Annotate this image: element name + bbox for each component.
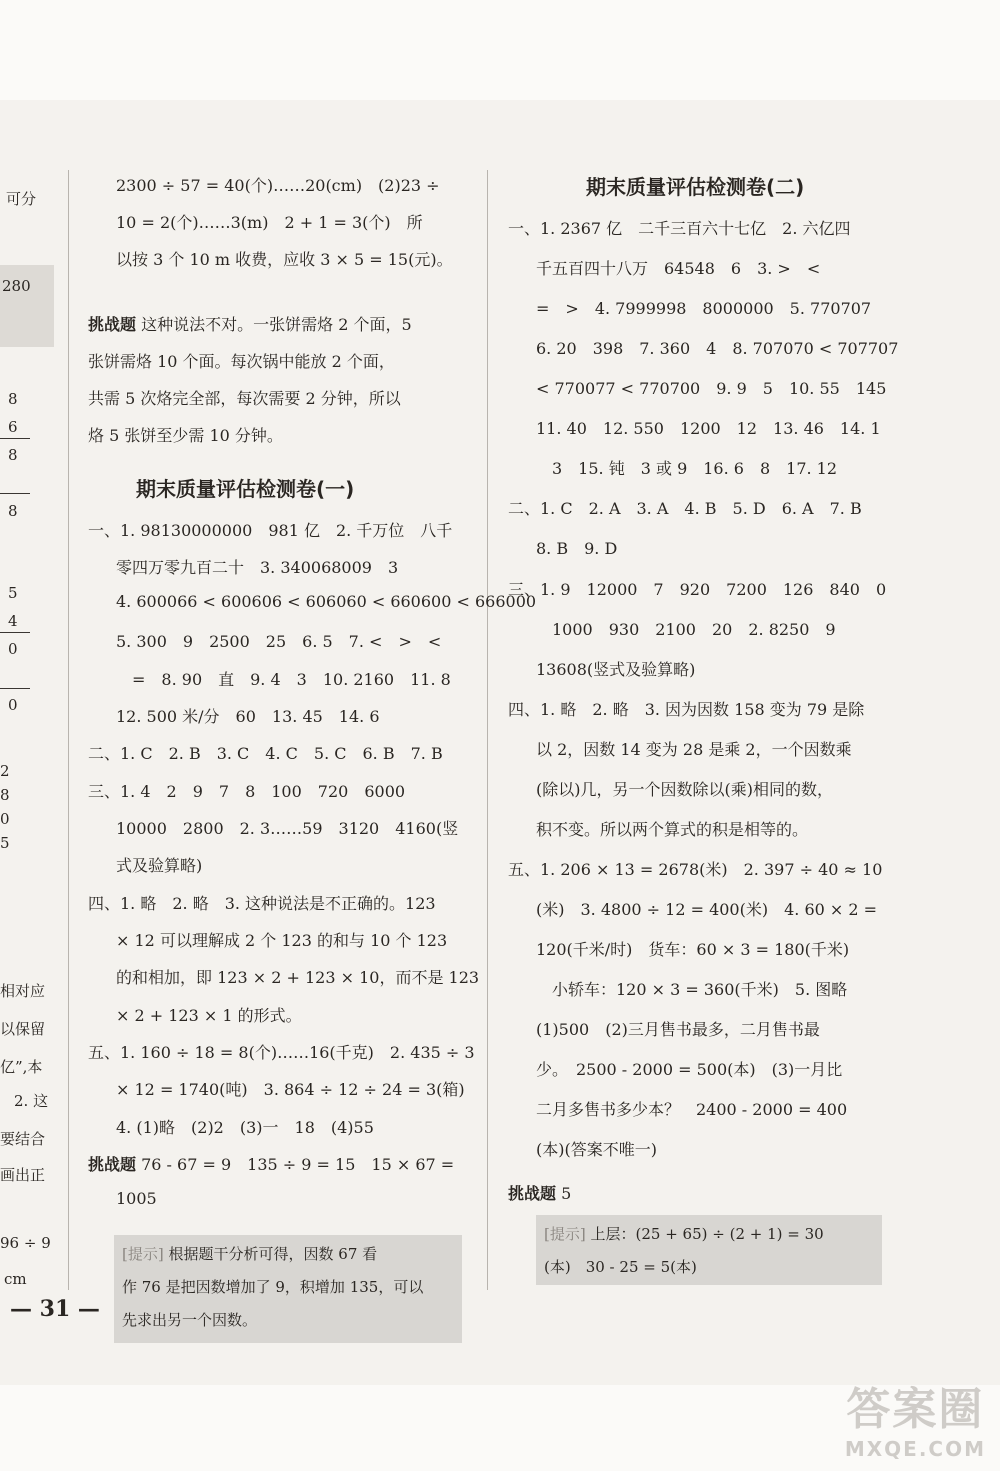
left-fragment: 要结合 bbox=[0, 1130, 46, 1148]
left-fragment: 画出正 bbox=[0, 1166, 46, 1184]
page-top-margin bbox=[0, 0, 1000, 100]
answer-line: 零四万零九百二十 3. 340068009 3 bbox=[116, 558, 399, 577]
left-fragment: 0 bbox=[8, 696, 18, 714]
left-fragment: 0 bbox=[0, 810, 10, 828]
fraction-bar bbox=[0, 632, 30, 633]
section-title: 期末质量评估检测卷(二) bbox=[586, 175, 805, 199]
answer-line: 五、1. 160 ÷ 18 = 8(个)……16(千克) 2. 435 ÷ 3 bbox=[88, 1043, 475, 1062]
fraction-bar bbox=[0, 688, 30, 689]
challenge-block bbox=[508, 1181, 571, 1204]
answer-line: 张饼需烙 10 个面。每次锅中能放 2 个面， bbox=[88, 352, 395, 371]
page-number: — 31 — bbox=[10, 1296, 100, 1322]
left-fragment: 相对应 bbox=[0, 982, 46, 1000]
watermark-url: MXQE.COM bbox=[844, 1437, 986, 1461]
left-fragment: 8 bbox=[0, 786, 10, 804]
answer-line: × 12 = 1740(吨) 3. 864 ÷ 12 ÷ 24 = 3(箱) bbox=[116, 1080, 465, 1099]
answer-line: × 2 + 123 × 1 的形式。 bbox=[116, 1006, 302, 1025]
answer-line: 一、1. 2367 亿 二千三百六十七亿 2. 六亿四 bbox=[508, 219, 851, 238]
answer-line: 5 bbox=[561, 1184, 572, 1203]
left-fragment: 280 bbox=[2, 277, 31, 295]
left-fragment: 亿”,本 bbox=[0, 1058, 43, 1076]
answer-line: 76 - 67 = 9 135 ÷ 9 = 15 15 × 67 = bbox=[141, 1155, 455, 1174]
answer-line: 千五百四十八万 64548 6 3. > < bbox=[536, 259, 821, 278]
hint-text: 先求出另一个因数。 bbox=[122, 1311, 258, 1329]
answer-line: (米) 3. 4800 ÷ 12 = 400(米) 4. 60 × 2 = bbox=[536, 900, 878, 919]
answer-line: 少。 2500 - 2000 = 500(本) (3)一月比 bbox=[536, 1060, 843, 1079]
answer-line: 10 = 2(个)……3(m) 2 + 1 = 3(个) 所 bbox=[116, 213, 423, 232]
answer-line: < 770077 < 770700 9. 9 5 10. 55 145 bbox=[536, 379, 887, 398]
answer-line: 三、1. 9 12000 7 920 7200 126 840 0 bbox=[508, 580, 887, 599]
left-fragment: 2. 这 bbox=[14, 1092, 49, 1110]
answer-line: 以 2，因数 14 变为 28 是乘 2，一个因数乘 bbox=[536, 740, 852, 759]
answer-line: 4. (1)略 (2)2 (3)一 18 (4)55 bbox=[116, 1118, 374, 1137]
answer-line: 11. 40 12. 550 1200 12 13. 46 14. 1 bbox=[536, 419, 881, 438]
left-fragment: 以保留 bbox=[0, 1020, 46, 1038]
column-divider-right bbox=[487, 170, 488, 1290]
left-fragment: 可分 bbox=[6, 190, 37, 208]
challenge-label: 挑战题 bbox=[508, 1184, 557, 1203]
challenge-label: 挑战题 bbox=[88, 1155, 137, 1174]
watermark bbox=[845, 1373, 986, 1461]
hint-text: 根据题干分析可得，因数 67 看 bbox=[168, 1245, 378, 1263]
left-fragment: cm bbox=[4, 1270, 27, 1288]
answer-line: 的和相加，即 123 × 2 + 123 × 10，而不是 123 bbox=[116, 968, 480, 987]
left-fragment: 8 bbox=[8, 502, 18, 520]
answer-line: (除以)几，另一个因数除以(乘)相同的数， bbox=[536, 780, 833, 799]
left-fragment: 2 bbox=[0, 762, 10, 780]
answer-line: 3 15. 钝 3 或 9 16. 6 8 17. 12 bbox=[552, 459, 838, 478]
left-fragment: 6 bbox=[8, 418, 18, 436]
left-fragment: 4 bbox=[8, 612, 18, 630]
left-fragment: 96 ÷ 9 bbox=[0, 1234, 51, 1252]
answer-line: 10000 2800 2. 3……59 3120 4160(竖 bbox=[116, 819, 459, 838]
answer-line: 积不变。所以两个算式的积是相等的。 bbox=[536, 820, 809, 839]
answer-line: 12. 500 米/分 60 13. 45 14. 6 bbox=[116, 707, 380, 726]
answer-line: (1)500 (2)三月售书最多，二月售书最 bbox=[536, 1020, 820, 1039]
hint-text: 上层：(25 + 65) ÷ (2 + 1) = 30 bbox=[590, 1225, 824, 1243]
hint-box bbox=[114, 1235, 462, 1343]
answer-line: 五、1. 206 × 13 = 2678(米) 2. 397 ÷ 40 ≈ 10 bbox=[508, 860, 883, 879]
fraction-bar bbox=[0, 438, 30, 439]
answer-line: × 12 可以理解成 2 个 123 的和与 10 个 123 bbox=[116, 931, 448, 950]
hint-text: (本) 30 - 25 = 5(本) bbox=[544, 1258, 697, 1276]
answer-line: 8. B 9. D bbox=[536, 539, 618, 558]
answer-line: 一、1. 98130000000 981 亿 2. 千万位 八千 bbox=[88, 521, 453, 540]
answer-line: 四、1. 略 2. 略 3. 这种说法是不正确的。123 bbox=[88, 894, 436, 913]
answer-line: (本)(答案不唯一) bbox=[536, 1140, 657, 1159]
left-fragment: 5 bbox=[0, 834, 10, 852]
fraction-bar bbox=[0, 493, 30, 494]
hint-text: 作 76 是把因数增加了 9，积增加 135，可以 bbox=[122, 1278, 424, 1296]
answer-line: 式及验算略) bbox=[116, 856, 203, 875]
left-fragment: 5 bbox=[8, 584, 18, 602]
hint-tag: [提示] bbox=[544, 1225, 586, 1243]
answer-line: 小轿车：120 × 3 = 360(千米) 5. 图略 bbox=[552, 980, 848, 999]
left-fragment: 8 bbox=[8, 390, 18, 408]
answer-line: 四、1. 略 2. 略 3. 因为因数 158 变为 79 是除 bbox=[508, 700, 865, 719]
left-fragment: 8 bbox=[8, 446, 18, 464]
answer-line: 1000 930 2100 20 2. 8250 9 bbox=[552, 620, 836, 639]
answer-line: 烙 5 张饼至少需 10 分钟。 bbox=[88, 426, 283, 445]
section-title: 期末质量评估检测卷(一) bbox=[136, 477, 355, 501]
watermark-logo-text: 答案圈 bbox=[846, 1384, 985, 1435]
hint-box bbox=[536, 1215, 882, 1285]
answer-line: 共需 5 次烙完全部，每次需要 2 分钟，所以 bbox=[88, 389, 401, 408]
answer-line: 2300 ÷ 57 = 40(个)……20(cm) (2)23 ÷ bbox=[116, 176, 440, 195]
answer-line: 三、1. 4 2 9 7 8 100 720 6000 bbox=[88, 782, 406, 801]
answer-line: = > 4. 7999998 8000000 5. 770707 bbox=[536, 299, 872, 318]
column-divider-left bbox=[68, 170, 69, 1290]
answer-line: 120(千米/时) 货车：60 × 3 = 180(千米) bbox=[536, 940, 850, 959]
answer-line: 二月多售书多少本？ 2400 - 2000 = 400 bbox=[536, 1100, 848, 1119]
hint-tag: [提示] bbox=[122, 1245, 164, 1263]
answer-line: 5. 300 9 2500 25 6. 5 7. < > < bbox=[116, 632, 442, 651]
left-fragment: 0 bbox=[8, 640, 18, 658]
answer-line: 4. 600066 < 600606 < 606060 < 660600 < 666000 bbox=[116, 592, 537, 611]
challenge-block bbox=[88, 312, 412, 335]
answer-line: 二、1. C 2. B 3. C 4. C 5. C 6. B 7. B bbox=[88, 744, 443, 763]
answer-line: 这种说法不对。一张饼需烙 2 个面，5 bbox=[141, 315, 412, 334]
answer-line: = 8. 90 直 9. 4 3 10. 2160 11. 8 bbox=[116, 670, 451, 689]
left-cutoff-column bbox=[0, 100, 66, 1315]
answer-line: 以按 3 个 10 m 收费，应收 3 × 5 = 15(元)。 bbox=[116, 250, 453, 269]
answer-line: 13608(竖式及验算略) bbox=[536, 660, 696, 679]
answer-line: 1005 bbox=[116, 1189, 157, 1208]
answer-line: 6. 20 398 7. 360 4 8. 707070 < 707707 bbox=[536, 339, 899, 358]
challenge-block bbox=[88, 1152, 454, 1175]
challenge-label: 挑战题 bbox=[88, 315, 137, 334]
answer-line: 二、1. C 2. A 3. A 4. B 5. D 6. A 7. B bbox=[508, 499, 862, 518]
